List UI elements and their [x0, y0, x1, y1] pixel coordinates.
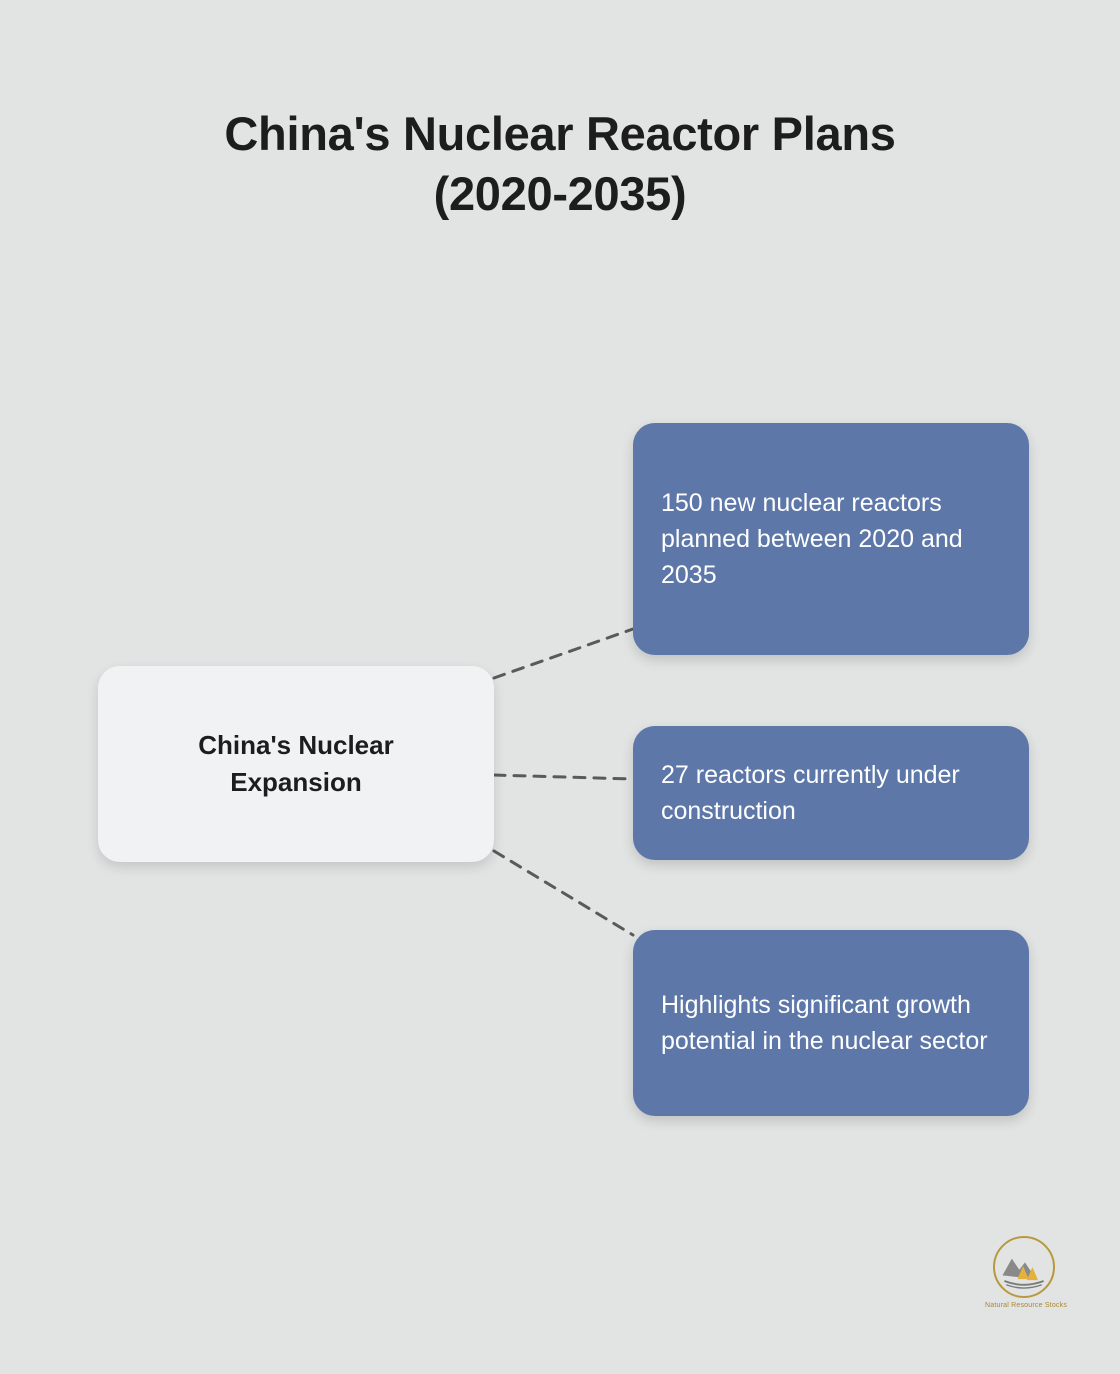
- mountain-trees-icon-svg: [995, 1238, 1053, 1296]
- brand-logo: [985, 1236, 1068, 1324]
- mountain-trees-icon: [993, 1236, 1055, 1298]
- brand-logo-caption: Natural Resource Stocks: [985, 1302, 1068, 1309]
- branch-node-1[interactable]: [633, 423, 1029, 655]
- branch-node-2[interactable]: [633, 726, 1029, 860]
- center-node[interactable]: [98, 666, 494, 862]
- branch-node-3[interactable]: [633, 930, 1029, 1116]
- page-title-line-2: (2020-2035): [433, 167, 687, 221]
- connector-line-1: [494, 629, 633, 678]
- center-node-label: China's Nuclear Expansion: [198, 730, 394, 797]
- branch-node-2-label: 27 reactors currently under construction: [661, 760, 960, 825]
- connector-line-2: [494, 775, 633, 779]
- branch-node-3-label: Highlights significant growth potential in the nuclear sector: [661, 990, 988, 1055]
- connector-line-3: [494, 851, 633, 935]
- branch-node-1-label: 150 new nuclear reactors planned between 2020 and 2035: [661, 488, 963, 590]
- page-title-line-1: China's Nuclear Reactor Plans: [224, 107, 896, 160]
